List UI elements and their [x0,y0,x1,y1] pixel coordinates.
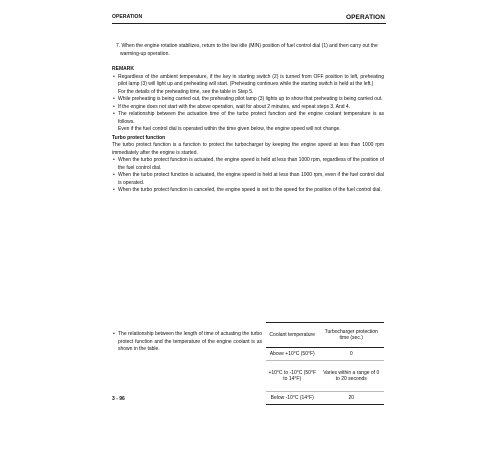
remark-heading: REMARK [112,66,134,72]
remark-item: • Regardless of the ambient temperature, if the key in starting switch (2) is turned from OFF position to left, preheating pilot lamp (3) will light up and preheating will start. (Preheating continues while the starting switch is held at the left.) [112,74,384,89]
turbo-list [112,157,384,195]
turbo-item: • When the turbo protect function is actuated, the engine speed is held at less than 1000 rpm, even if the fuel control dial is operated. [112,172,384,187]
table-cell-time: 20 [318,392,384,405]
header-section-right: OPERATION [345,14,385,21]
table-row [266,348,384,361]
table-cell-time: 0 [318,348,384,361]
remark-list [112,74,384,134]
turbo-item: • When the turbo protect function is actuated, the engine speed is held at less than 1000 rpm, regardless of the position of the fuel control dial. [112,157,384,172]
step-7: 7. When the engine rotation stabilizes, return to the low idle (MIN) position of fuel control dial (1) and then carry out the warming-up operation. [116,43,378,57]
table-row [266,361,384,392]
turbo-protect-table [266,322,384,405]
table-intro-block [112,331,262,354]
remark-item: • If the engine does not start with the above operation, wait for about 2 minutes, and repeat steps 3. And 4. [112,104,384,112]
table-header-protection-time: Turbocharger protection time (sec.) [318,323,384,348]
turbo-item: • When the turbo protect function is canceled, the engine speed is set to the speed for the position of the fuel control dial. [112,187,384,195]
remark-item: • The relationship between the actuation time of the turbo protect function and the engine coolant temperature is as follows. [112,111,384,126]
header-section-left: OPERATION [112,14,143,20]
table-cell-temperature: +10°C to -10°C (50°F to 14°F) [266,361,318,392]
table-cell-time: Varies within a range of 0 to 20 seconds [318,361,384,392]
turbo-heading: Turbo protect function [112,134,166,141]
table-cell-temperature: Above +10°C (50°F) [266,348,318,361]
remark-item: • While preheating is being carried out, the preheating pilot lamp (3) lights up to show that preheating is being carried out. [112,96,384,104]
table-intro: • The relationship between the length of time of actuating the turbo protect function and the temperature of the engine coolant is as shown in the table. [112,331,262,354]
table-header-temperature: Coolant temperature [266,323,318,348]
remark-note: Even if the fuel control dial is operated within the time given below, the engine speed will not change. [118,126,341,132]
header-rule [112,23,386,24]
body-text [112,43,384,195]
turbo-paragraph: The turbo protect function is a function to protect the turbocharger by keeping the engine speed at less than 1000 rpm immediately after the engine is started. [112,142,384,156]
remark-note: For the details of the preheating time, see the table in Step 5. [118,88,254,95]
table-row [266,392,384,405]
page-number: 3 - 96 [112,396,125,402]
table-cell-temperature: Below -10°C (14°F) [266,392,318,405]
